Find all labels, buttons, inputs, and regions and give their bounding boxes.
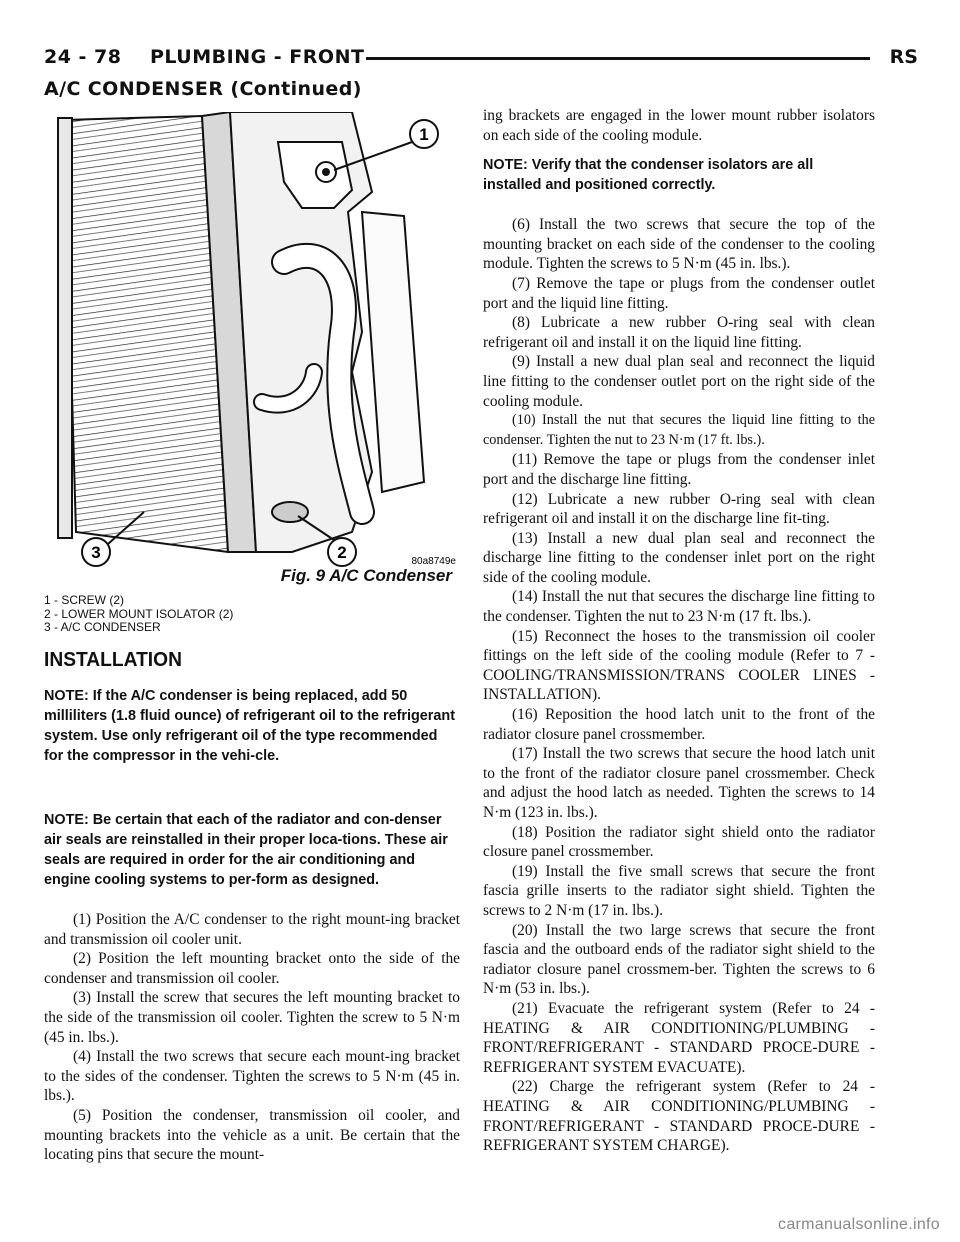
step-13: (13) Install a new dual plan seal and reconnect the discharge line fitting to the condenser inlet port on the right side of the cooling module. [483,529,875,586]
step-18: (18) Position the radiator sight shield onto the radiator closure panel crossmember. [483,823,875,861]
right-column [483,106,875,1156]
step-7: (7) Remove the tape or plugs from the condenser outlet port and the liquid line fitting. [483,274,875,312]
condenser-figure [52,112,460,582]
step-17: (17) Install the two screws that secure the hood latch unit to the front of the radiator closure panel crossmember. Check and adjust the hood latch as needed. Tighten the screws to 14 N·m (123 in. lbs.). [483,745,875,821]
step-1: (1) Position the A/C condenser to the right mount-ing bracket and transmission oil cooler unit. [44,911,460,948]
step-21: (21) Evacuate the refrigerant system (Refer to 24 - HEATING & AIR CONDITIONING/PLUMBING - FRONT/REFRIGERANT - STANDARD PROCE-DURE - REFRIGERANT SYSTEM EVACUATE). [483,999,875,1076]
note-isolators: NOTE: Verify that the condenser isolators are all installed and positioned correctly. [483,157,814,194]
condenser-illustration [52,112,460,582]
figure-caption: Fig. 9 A/C Condenser [280,566,452,585]
step-9: (9) Install a new dual plan seal and reconnect the liquid line fitting to the condenser outlet port on the right side of the cooling module. [483,353,875,410]
legend-item: 1 - SCREW (2) [44,593,125,607]
step-4: (4) Install the two screws that secure each mount-ing bracket to the sides of the condenser. Tighten the screws to 5 N·m (45 in. lbs.). [44,1048,460,1105]
page-section-label: 24 - 78 PLUMBING - FRONT [44,46,365,68]
step-8: (8) Lubricate a new rubber O-ring seal with clean refrigerant oil and install it on the liquid line fitting. [483,314,875,351]
step-16: (16) Reposition the hood latch unit to the front of the radiator closure panel crossmember. [483,706,875,743]
step-3: (3) Install the screw that secures the left mounting bracket to the side of the transmission oil cooler. Tighten the screw to 5 N·m (45 in. lbs.). [44,989,460,1046]
step-22: (22) Charge the refrigerant system (Refer to 24 - HEATING & AIR CONDITIONING/PLUMBING - FRONT/REFRIGERANT - STANDARD PROCE-DURE - REFRIGERANT SYSTEM CHARGE). [483,1078,875,1155]
figure-legend [44,594,233,635]
note-refrigerant-oil: NOTE: If the A/C condenser is being replaced, add 50 milliliters (1.8 fluid ounce) of refrigerant oil to the refrigerant system. Use only refrigerant oil of the type recommended for the compressor in the vehi-cle. [44,688,455,764]
step-11: (11) Remove the tape or plugs from the condenser inlet port and the discharge line fitting. [483,451,875,488]
step-2: (2) Position the left mounting bracket onto the side of the condenser and transmission oil cooler. [44,950,460,987]
page-model-code: RS [889,46,918,68]
watermark[interactable]: carmanualsonline.info [778,1216,940,1233]
callout-1-label: 1 [419,125,429,144]
step-14: (14) Install the nut that secures the discharge line fitting to the condenser. Tighten the nut to 23 N·m (17 ft. lbs.). [483,588,875,626]
page-header [44,46,918,70]
step-19: (19) Install the five small screws that secure the front fascia grille inserts to the radiator sight shield. Tighten the screws to 2 N·m (17 in. lbs.). [483,862,875,919]
installation-heading: INSTALLATION [44,649,182,671]
note-air-seals: NOTE: Be certain that each of the radiator and con-denser air seals are reinstalled in their proper loca-tions. These air seals are required in order for the air conditioning and engine cooling systems to per-form as designed. [44,812,448,888]
step-20: (20) Install the two large screws that secure the front fascia and the outboard ends of the radiator sight shield to the radiator closure panel crossmem-ber. Tighten the screws to 6 N·m (53 in. lbs.). [483,921,875,998]
step-5: (5) Position the condenser, transmission oil cooler, and mounting brackets into the vehicle as a unit. Be certain that the locating pins that secure the mount- [44,1106,460,1164]
legend-item: 2 - LOWER MOUNT ISOLATOR (2) [44,606,234,621]
header-rule [366,57,870,60]
continued-heading: A/C CONDENSER (Continued) [44,78,362,100]
step-6: (6) Install the two screws that secure the top of the mounting bracket on each side of the condenser to the cooling module. Tighten the screws to 5 N·m (45 in. lbs.). [483,216,875,273]
left-column [44,648,460,1165]
callout-3-label: 3 [91,543,101,562]
step-12: (12) Lubricate a new rubber O-ring seal with clean refrigerant oil and install it on the discharge line fit-ting. [483,490,875,528]
callout-2-label: 2 [337,543,347,562]
legend-item: 3 - A/C CONDENSER [44,620,161,634]
step-10: (10) Install the nut that secures the liquid line fitting to the condenser. Tighten the nut to 23 N·m (17 ft. lbs.). [483,412,875,448]
step-5-continued: ing brackets are engaged in the lower mount rubber isolators on each side of the cooling module. [483,107,875,144]
step-15: (15) Reconnect the hoses to the transmission oil cooler fittings on the left side of the cooling module (Refer to 7 - COOLING/TRANSMISSION/TRANS COOLER LINES - INSTALLATION). [483,627,875,704]
figure-code: 80a8749e [411,556,456,567]
